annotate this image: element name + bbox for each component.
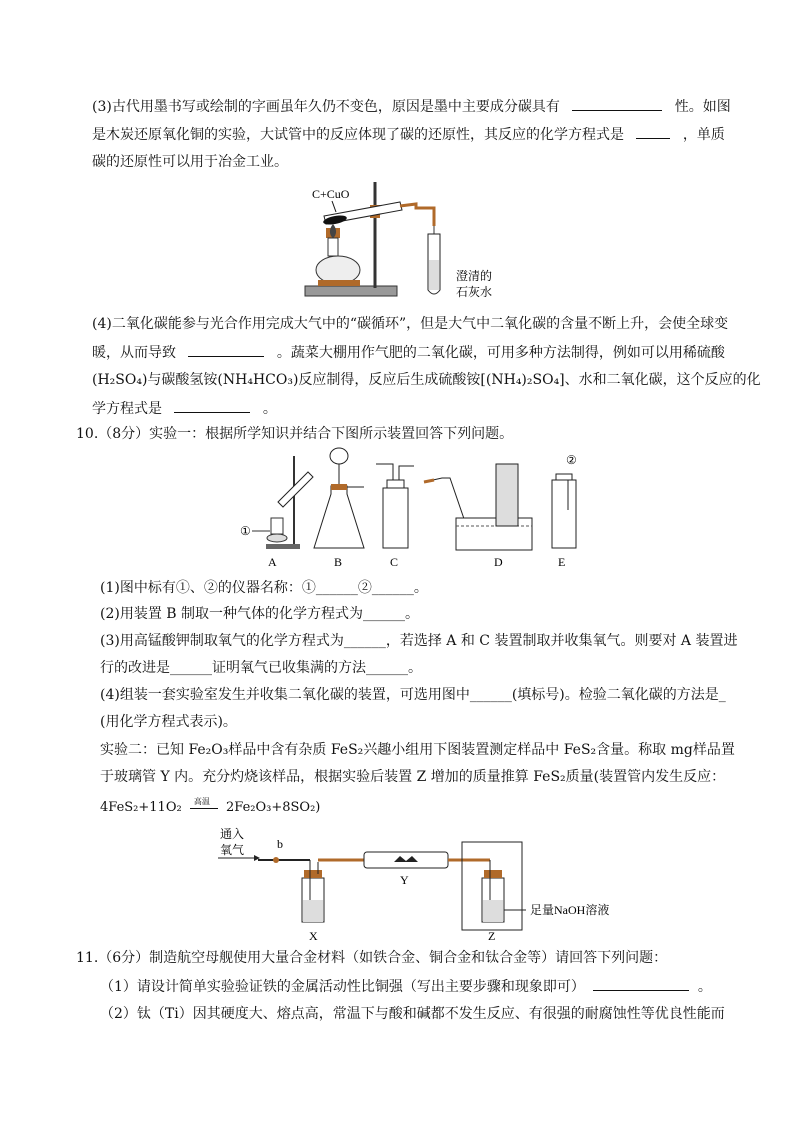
limewater-label-1: 澄清的 [456, 269, 493, 283]
q9-4-line3: (H₂SO₄)与碳酸氢铵(NH₄HCO₃)反应制得，反应后生成硫酸铵[(NH₄)₂SO₄]、水和二氧化碳，这个反应的化 [92, 372, 761, 388]
answer-blank[interactable] [188, 342, 264, 357]
label-D: D [494, 555, 503, 569]
q10-sub4-line2: (用化学方程式表示)。 [100, 714, 237, 730]
answer-blank[interactable] [636, 124, 670, 139]
q9-3-text-c: 是木炭还原氧化铜的实验，大试管中的反应体现了碳的还原性，其反应的化学方程式是 [92, 127, 624, 143]
q11-sub1-text: （1）请设计简单实验验证铁的金属活动性比铜强（写出主要步骤和现象即可） [100, 979, 585, 995]
q9-3-text-b: 性。如图 [674, 99, 731, 115]
equation-condition: 高温 [193, 797, 210, 806]
label-C: C [390, 555, 399, 569]
q9-3-text-a: (3)古代用墨书写或绘制的字画虽年久仍不变色，原因是墨中主要成分碳具有 [92, 99, 560, 115]
carbon-reduction-apparatus-figure [300, 178, 510, 306]
q9-4-line1: (4)二氧化碳能参与光合作用完成大气中的“碳循环”，但是大气中二氧化碳的含量不断上升，会使全球变 [92, 316, 729, 332]
equation-arrow [190, 797, 218, 809]
mark-1: ① [240, 524, 251, 538]
q11-heading: 11.（6分）制造航空母舰使用大量合金材料（如铁合金、铜合金和钛合金等）请回答下列问题： [76, 950, 668, 966]
q9-4-line4 [92, 398, 277, 419]
q10-sub4-line1: (4)组装一套实验室发生并收集二氧化碳的装置，可选用图中______(填标号)。检验二氧化碳的方法是_ [100, 687, 726, 703]
valve-b-label: b [277, 837, 283, 851]
q11-sub1 [100, 976, 712, 997]
answer-blank[interactable] [593, 976, 689, 991]
label-X: X [309, 929, 318, 943]
answer-blank[interactable] [572, 96, 662, 111]
q10-sub3-line2: 行的改进是______证明氧气已收集满的方法______。 [100, 660, 422, 676]
inlet-label-1: 通入 [220, 827, 245, 841]
q9-4-line2 [92, 342, 725, 363]
q9-3-text-d: ，单质 [682, 127, 725, 143]
label-Z: Z [488, 929, 496, 943]
equation-right: 2Fe₂O₃+8SO₂) [225, 800, 321, 815]
q9-3-line3: 碳的还原性可以用于冶金工业。 [92, 154, 288, 170]
q10-sub3-line1: (3)用高锰酸钾制取氧气的化学方程式为______，若选择 A 和 C 装置制取并收集氧气。则要对 A 装置进 [100, 633, 738, 649]
q9-4-text-b: 。蔬菜大棚用作气肥的二氧化碳，可用多种方法制得，例如可以用稀硫酸 [276, 345, 725, 361]
q9-3-line2 [92, 124, 725, 145]
q11-sub1-period: 。 [697, 979, 712, 995]
q10-sub1: (1)图中标有①、②的仪器名称：①______②______。 [100, 580, 428, 596]
naoh-label: 足量NaOH溶液 [530, 903, 610, 917]
q9-3-line1 [92, 96, 731, 117]
label-B: B [334, 555, 343, 569]
equation-left: 4FeS₂+11O₂ [100, 800, 182, 815]
label-A: A [268, 555, 277, 569]
q9-4-text-c: 学方程式是 [92, 401, 162, 417]
q9-4-text-d: 。 [262, 401, 277, 417]
q10-sub2: (2)用装置 B 制取一种气体的化学方程式为______。 [100, 606, 420, 622]
q10-reaction-equation [100, 798, 320, 818]
label-Y: Y [400, 873, 409, 887]
q10-heading: 10.（8分）实验一：根据所学知识并结合下图所示装置回答下列问题。 [76, 426, 514, 442]
gas-apparatus-figure [236, 444, 586, 570]
answer-blank[interactable] [174, 398, 250, 413]
limewater-label-2: 石灰水 [456, 285, 493, 299]
reagent-label: C+CuO [312, 187, 350, 201]
mark-2: ② [566, 453, 577, 467]
fes2-determination-figure [214, 826, 634, 944]
q11-sub2: （2）钛（Ti）因其硬度大、熔点高，常温下与酸和碱都不发生反应、有很强的耐腐蚀性等优良性能而 [100, 1006, 725, 1022]
inlet-label-2: 氧气 [220, 843, 245, 857]
q10-exp2-line1: 实验二：已知 Fe₂O₃样品中含有杂质 FeS₂兴趣小组用下图装置测定样品中 FeS₂含量。称取 mg样品置 [100, 742, 735, 758]
q9-4-text-a: 暖，从而导致 [92, 345, 176, 361]
label-E: E [558, 555, 566, 569]
q10-exp2-line2: 于玻璃管 Y 内。充分灼烧该样品，根据实验后装置 Z 增加的质量推算 FeS₂质量(装置管内发生反应： [100, 769, 726, 785]
